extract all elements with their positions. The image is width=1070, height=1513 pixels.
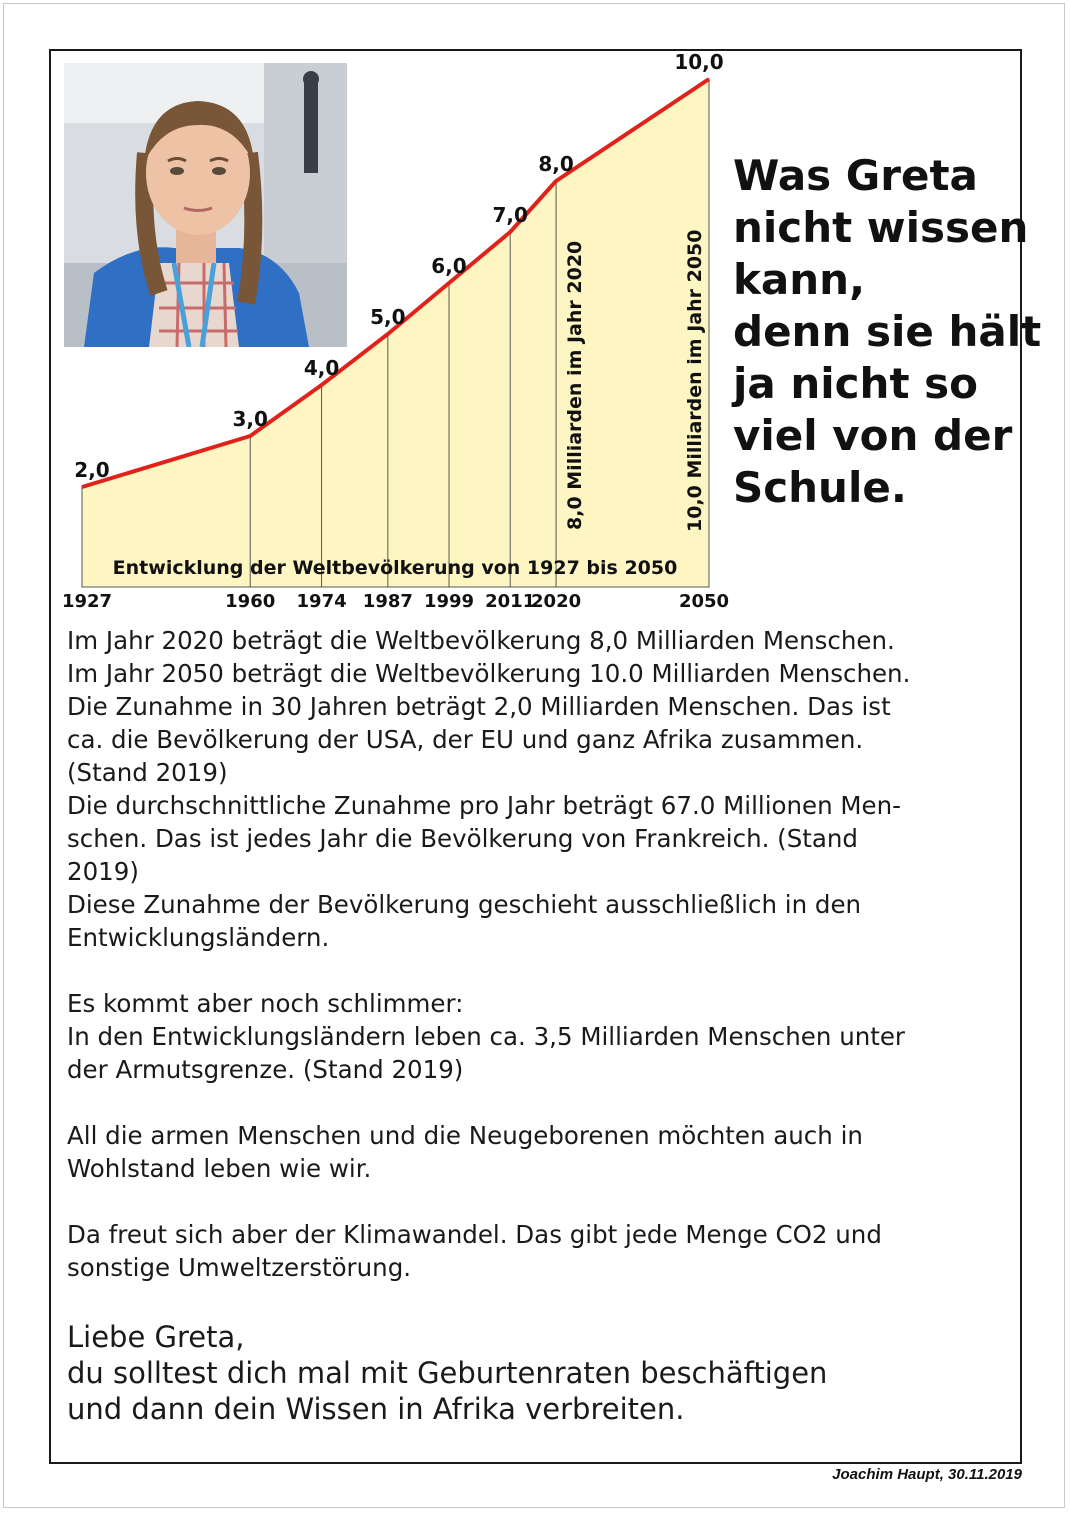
headline-line: ja nicht so bbox=[733, 359, 979, 408]
closing-line: und dann dein Wissen in Afrika verbreiten. bbox=[67, 1392, 685, 1426]
value-label: 4,0 bbox=[303, 356, 340, 380]
annotation-2020: 8,0 Milliarden im Jahr 2020 bbox=[564, 240, 587, 530]
annotation-2050: 10,0 Milliarden im Jahr 2050 bbox=[684, 229, 706, 532]
year-tick-label: 1987 bbox=[362, 591, 413, 612]
value-label: 7,0 bbox=[492, 203, 528, 227]
body-line: Im Jahr 2050 beträgt die Weltbevölkerung 10.0 Milliarden Menschen. bbox=[67, 659, 911, 688]
body-line: Entwicklungsländern. bbox=[67, 923, 330, 952]
body-line: Die Zunahme in 30 Jahren beträgt 2,0 Milliarden Menschen. Das ist bbox=[67, 692, 891, 721]
headline-line: viel von der bbox=[733, 411, 1013, 460]
headline-line: Was Greta bbox=[733, 151, 978, 200]
closing-line: Liebe Greta, bbox=[67, 1320, 245, 1354]
signature: Joachim Haupt, 30.11.2019 bbox=[832, 1466, 1022, 1483]
year-tick-label: 1960 bbox=[225, 591, 276, 612]
body-line: Diese Zunahme der Bevölkerung geschieht ausschließlich in den bbox=[67, 890, 862, 919]
body-line: schen. Das ist jedes Jahr die Bevölkerung von Frankreich. (Stand bbox=[67, 824, 858, 853]
chart-title: Entwicklung der Weltbevölkerung von 1927 bis 2050 bbox=[112, 557, 678, 579]
year-tick-label: 1974 bbox=[296, 591, 347, 612]
body-line: sonstige Umweltzerstörung. bbox=[67, 1253, 412, 1282]
body-line: In den Entwicklungsländern leben ca. 3,5 Milliarden Menschen unter bbox=[67, 1022, 906, 1051]
headline-line: denn sie hält bbox=[733, 307, 1042, 356]
body-line: Die durchschnittliche Zunahme pro Jahr beträgt 67.0 Millionen Men- bbox=[67, 791, 901, 820]
closing-line: du solltest dich mal mit Geburtenraten beschäftigen bbox=[67, 1356, 828, 1390]
body-line: Wohlstand leben wie wir. bbox=[67, 1154, 372, 1183]
value-label: 6,0 bbox=[431, 254, 467, 278]
year-tick-label: 2011 bbox=[485, 591, 536, 612]
value-label: 3,0 bbox=[232, 407, 268, 431]
body-line: ca. die Bevölkerung der USA, der EU und ganz Afrika zusammen. bbox=[67, 725, 864, 754]
headline-line: nicht wissen bbox=[733, 203, 1029, 252]
body-line: der Armutsgrenze. (Stand 2019) bbox=[67, 1055, 464, 1084]
body-line: Da freut sich aber der Klimawandel. Das gibt jede Menge CO2 und bbox=[67, 1220, 882, 1249]
value-label: 10,0 bbox=[674, 50, 724, 74]
year-tick-label: 1999 bbox=[423, 591, 475, 612]
value-label: 5,0 bbox=[370, 305, 406, 329]
body-line: (Stand 2019) bbox=[67, 758, 228, 787]
body-line: 2019) bbox=[67, 857, 139, 886]
chart-area-layer bbox=[82, 79, 709, 587]
body-line: All die armen Menschen und die Neugeborenen möchten auch in bbox=[67, 1121, 863, 1150]
headline-line: Schule. bbox=[733, 463, 907, 512]
value-label: 8,0 bbox=[538, 152, 574, 176]
year-tick-label: 2050 bbox=[678, 591, 730, 612]
year-tick-label: 1927 bbox=[61, 591, 113, 612]
body-line: Im Jahr 2020 beträgt die Weltbevölkerung 8,0 Milliarden Menschen. bbox=[67, 626, 895, 655]
body-text bbox=[67, 624, 1007, 1284]
headline bbox=[733, 150, 1042, 514]
closing-text bbox=[67, 1319, 1017, 1427]
body-line: Es kommt aber noch schlimmer: bbox=[67, 989, 464, 1018]
area-fill bbox=[82, 79, 709, 587]
year-tick-label: 2020 bbox=[531, 591, 582, 612]
value-label: 2,0 bbox=[74, 458, 110, 482]
headline-line: kann, bbox=[733, 255, 866, 304]
